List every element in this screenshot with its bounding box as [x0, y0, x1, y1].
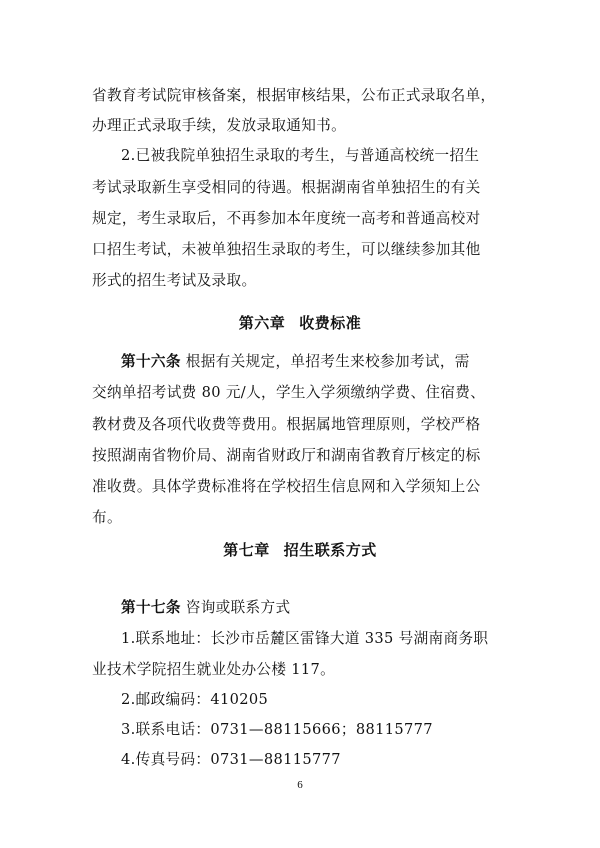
chapter7-title: 招生联系方式 [283, 541, 377, 559]
article17-label: 第十七条 [121, 599, 181, 616]
article16-line1 [121, 352, 522, 372]
contact-phone: 3.联系电话：0731—88115666；88115777 [121, 721, 433, 738]
paragraph2-line3: 规定，考生录取后，不再参加本年度统一高考和普通高校对 [92, 210, 481, 227]
paragraph2-line1: 2.已被我院单独招生录取的考生，与普通高校统一招生 [121, 147, 480, 164]
contact-address-line1: 1.联系地址：长沙市岳麓区雷锋大道 335 号湖南商务职 [121, 630, 489, 647]
paragraph2-line4: 口招生考试，未被单独招生录取的考生，可以继续参加其他 [92, 241, 481, 258]
page-number: 6 [297, 779, 303, 791]
chapter6-title: 收费标准 [299, 314, 362, 332]
article17-intro: 咨询或联系方式 [185, 599, 291, 616]
article17-line1 [121, 598, 522, 618]
article16-label: 第十六条 [121, 353, 181, 370]
chapter6-number: 第六章 [238, 314, 286, 332]
paragraph2-line2: 考试录取新生享受相同的待遇。根据湖南省单独招生的有关 [92, 179, 481, 196]
contact-fax: 4.传真号码：0731—88115777 [121, 751, 341, 768]
article16-text1: 根据有关规定，单招考生来校参加考试，需 [185, 353, 470, 370]
chapter7-number: 第七章 [223, 541, 270, 559]
article16-line2: 交纳单招考试费 80 元/人，学生入学须缴纳学费、住宿费、 [92, 384, 486, 401]
paragraph1-line2: 办理正式录取手续，发放录取通知书。 [92, 117, 347, 134]
paragraph2-line5: 形式的招生考试及录取。 [92, 272, 257, 289]
contact-address-line2: 业技术学院招生就业处办公楼 117。 [92, 661, 336, 678]
article16-line5: 准收费。具体学费标准将在学校招生信息网和入学须知上公 [92, 478, 481, 495]
article16-line3: 教材费及各项代收费等费用。根据属地管理原则，学校严格 [92, 416, 481, 433]
chapter6-heading [0, 313, 600, 333]
paragraph1-line1: 省教育考试院审核备案，根据审核结果，公布正式录取名单， [92, 87, 496, 104]
article16-line6: 布。 [92, 509, 122, 526]
article16-line4: 按照湖南省物价局、湖南省财政厅和湖南省教育厅核定的标 [92, 447, 481, 464]
chapter7-heading [0, 540, 600, 560]
contact-postal-code: 2.邮政编码：410205 [121, 691, 269, 708]
